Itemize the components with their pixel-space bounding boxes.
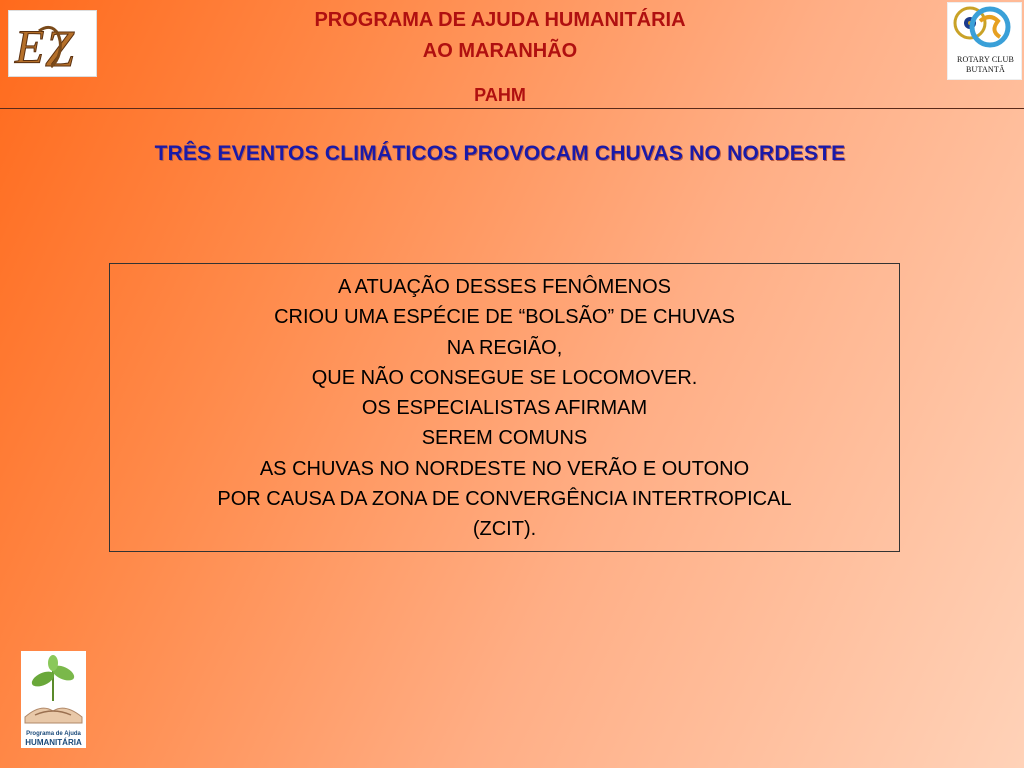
body-line: CRIOU UMA ESPÉCIE DE “BOLSÃO” DE CHUVAS bbox=[274, 306, 735, 329]
svg-text:Z: Z bbox=[45, 21, 74, 76]
program-acronym: PAHM bbox=[474, 85, 526, 105]
body-line: A ATUAÇÃO DESSES FENÔMENOS bbox=[337, 276, 672, 298]
main-text-box bbox=[109, 263, 900, 552]
pah-logo bbox=[21, 651, 86, 748]
body-line: (ZCIT). bbox=[472, 518, 537, 541]
pah-name-line1: Programa de Ajuda bbox=[26, 731, 81, 737]
body-line: OS ESPECIALISTAS AFIRMAM bbox=[361, 397, 648, 420]
rotary-name: ROTARY CLUB bbox=[956, 55, 1015, 64]
plant-handshake-icon bbox=[21, 651, 86, 729]
body-line: SEREM COMUNS bbox=[421, 427, 588, 450]
body-line: NA REGIÃO, bbox=[446, 336, 563, 359]
header-divider bbox=[0, 108, 1024, 109]
body-line: AS CHUVAS NO NORDESTE NO VERÃO E OUTONO bbox=[259, 457, 750, 480]
program-title-line2: AO MARANHÃO bbox=[422, 40, 578, 62]
program-title-line1: PROGRAMA DE AJUDA HUMANITÁRIA bbox=[314, 9, 686, 31]
body-line: QUE NÃO CONSEGUE SE LOCOMOVER. bbox=[311, 366, 698, 389]
svg-text:E: E bbox=[15, 21, 45, 74]
rotary-location: BUTANTÃ bbox=[966, 65, 1005, 74]
pah-name-line2: HUMANITÁRIA bbox=[25, 738, 82, 747]
body-line: POR CAUSA DA ZONA DE CONVERGÊNCIA INTERTROPICAL bbox=[217, 488, 792, 511]
slide-subtitle: TRÊS EVENTOS CLIMÁTICOS PROVOCAM CHUVAS NO NORDESTE bbox=[154, 142, 846, 165]
